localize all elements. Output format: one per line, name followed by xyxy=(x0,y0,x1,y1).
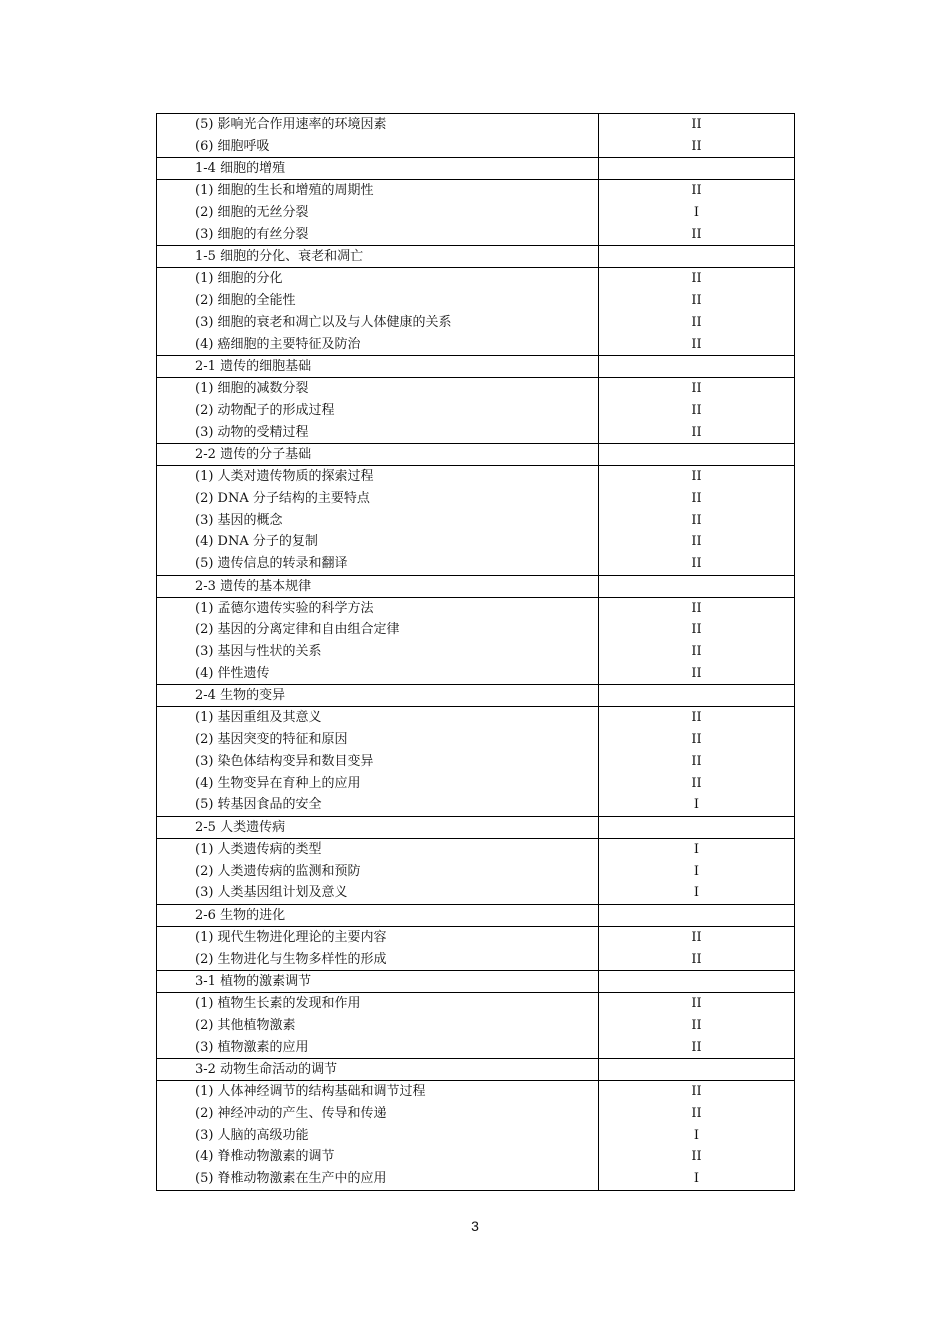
section-items-row xyxy=(157,114,795,158)
section-title: 3-2 动物生命活动的调节 xyxy=(195,1062,338,1078)
item-level: II xyxy=(691,753,702,769)
item-level: II xyxy=(691,469,702,485)
item-text: (1) 细胞的减数分裂 xyxy=(195,381,309,397)
section-heading-row xyxy=(157,246,795,268)
item-level-cell xyxy=(599,597,795,685)
item-level: II xyxy=(691,556,702,571)
section-title: 3-1 植物的激素调节 xyxy=(195,974,312,990)
section-title-cell xyxy=(157,246,599,268)
item-level-cell xyxy=(599,707,795,816)
section-title: 1-4 细胞的增殖 xyxy=(195,161,286,177)
item-level: II xyxy=(691,424,702,440)
item-level: II xyxy=(691,293,702,309)
section-level-cell xyxy=(599,1059,795,1081)
item-level-cell xyxy=(599,378,795,444)
item-level-cell xyxy=(599,180,795,246)
item-text: (1) 人类对遗传物质的探索过程 xyxy=(195,469,374,485)
item-level: II xyxy=(691,512,702,528)
item-level: II xyxy=(691,117,702,132)
section-level-cell xyxy=(599,685,795,707)
section-items-row xyxy=(157,466,795,575)
section-items-row xyxy=(157,707,795,816)
section-title: 2-2 遗传的分子基础 xyxy=(195,447,312,463)
item-level-cell xyxy=(599,993,795,1059)
item-level: II xyxy=(691,336,702,352)
item-level-cell xyxy=(599,114,795,158)
section-items-row xyxy=(157,993,795,1059)
item-text-cell xyxy=(157,838,599,904)
item-text: (2) DNA 分子结构的主要特点 xyxy=(195,490,370,506)
section-title-cell xyxy=(157,971,599,993)
item-level: II xyxy=(691,1106,702,1122)
section-items-row xyxy=(157,180,795,246)
item-level: II xyxy=(691,1018,702,1033)
section-items-row xyxy=(157,838,795,904)
section-heading-row xyxy=(157,158,795,180)
item-text: (2) 基因突变的特征和原因 xyxy=(195,732,348,748)
item-text: (2) 人类遗传病的监测和预防 xyxy=(195,863,361,879)
item-level: II xyxy=(691,665,702,681)
item-text: (3) 人脑的高级功能 xyxy=(195,1127,309,1143)
item-text: (2) 细胞的全能性 xyxy=(195,293,296,309)
section-items-row xyxy=(157,926,795,970)
item-text: (3) 细胞的有丝分裂 xyxy=(195,226,309,242)
item-level-cell xyxy=(599,466,795,575)
item-text: (3) 基因的概念 xyxy=(195,512,283,528)
item-text-cell xyxy=(157,466,599,575)
item-text: (4) DNA 分子的复制 xyxy=(195,534,318,550)
item-text-cell xyxy=(157,114,599,158)
item-text: (2) 细胞的无丝分裂 xyxy=(195,205,309,221)
item-text: (2) 动物配子的形成过程 xyxy=(195,402,335,418)
section-title: 1-5 细胞的分化、衰老和凋亡 xyxy=(195,249,364,265)
item-level: II xyxy=(691,314,702,330)
section-level-cell xyxy=(599,904,795,926)
item-text: (4) 伴性遗传 xyxy=(195,665,270,681)
item-text: (3) 基因与性状的关系 xyxy=(195,644,322,660)
item-level: II xyxy=(691,732,702,748)
item-level: II xyxy=(691,381,702,397)
item-level-cell xyxy=(599,926,795,970)
item-level: II xyxy=(691,183,702,199)
item-level: I xyxy=(693,1171,700,1187)
item-level: I xyxy=(693,205,700,221)
item-text-cell xyxy=(157,268,599,356)
section-title-cell xyxy=(157,816,599,838)
item-text-cell xyxy=(157,597,599,685)
item-level: II xyxy=(691,644,702,660)
section-items-row xyxy=(157,597,795,685)
section-level-cell xyxy=(599,444,795,466)
item-text: (5) 遗传信息的转录和翻译 xyxy=(195,556,348,571)
section-title: 2-4 生物的变异 xyxy=(195,688,286,704)
item-text: (1) 人体神经调节的结构基础和调节过程 xyxy=(195,1084,426,1100)
item-text: (1) 细胞的生长和增殖的周期性 xyxy=(195,183,374,199)
item-level: II xyxy=(691,996,702,1012)
section-title-cell xyxy=(157,1059,599,1081)
item-text: (2) 生物进化与生物多样性的形成 xyxy=(195,951,387,967)
section-title-cell xyxy=(157,356,599,378)
item-level: II xyxy=(691,1084,702,1100)
section-title-cell xyxy=(157,575,599,597)
section-heading-row xyxy=(157,816,795,838)
item-text: (1) 现代生物进化理论的主要内容 xyxy=(195,929,387,945)
item-text: (1) 基因重组及其意义 xyxy=(195,710,322,726)
section-level-cell xyxy=(599,971,795,993)
item-text: (4) 脊椎动物激素的调节 xyxy=(195,1149,335,1165)
item-text-cell xyxy=(157,926,599,970)
item-level: II xyxy=(691,138,702,154)
item-text: (1) 人类遗传病的类型 xyxy=(195,841,322,857)
item-text: (4) 生物变异在育种上的应用 xyxy=(195,775,361,791)
item-text: (5) 脊椎动物激素在生产中的应用 xyxy=(195,1171,387,1187)
section-title-cell xyxy=(157,158,599,180)
section-heading-row xyxy=(157,904,795,926)
item-text-cell xyxy=(157,180,599,246)
item-text: (2) 神经冲动的产生、传导和传递 xyxy=(195,1106,387,1122)
item-level-cell xyxy=(599,1081,795,1190)
item-text: (5) 转基因食品的安全 xyxy=(195,797,322,813)
section-heading-row xyxy=(157,444,795,466)
item-level: II xyxy=(691,951,702,967)
section-items-row xyxy=(157,268,795,356)
section-title-cell xyxy=(157,685,599,707)
item-level: II xyxy=(691,1039,702,1055)
item-level: I xyxy=(693,797,700,813)
item-level: II xyxy=(691,226,702,242)
section-heading-row xyxy=(157,575,795,597)
item-level: I xyxy=(693,863,700,879)
item-level-cell xyxy=(599,268,795,356)
item-text: (2) 其他植物激素 xyxy=(195,1018,296,1033)
item-level: II xyxy=(691,929,702,945)
section-title-cell xyxy=(157,904,599,926)
item-text-cell xyxy=(157,378,599,444)
section-title: 2-6 生物的进化 xyxy=(195,907,286,923)
section-title: 2-5 人类遗传病 xyxy=(195,819,286,835)
section-items-row xyxy=(157,378,795,444)
item-level-cell xyxy=(599,838,795,904)
item-text: (3) 植物激素的应用 xyxy=(195,1039,309,1055)
section-level-cell xyxy=(599,158,795,180)
item-text-cell xyxy=(157,707,599,816)
item-text: (3) 人类基因组计划及意义 xyxy=(195,885,348,901)
section-heading-row xyxy=(157,356,795,378)
section-items-row xyxy=(157,1081,795,1190)
section-level-cell xyxy=(599,816,795,838)
item-level: I xyxy=(693,885,700,901)
item-level: I xyxy=(693,841,700,857)
item-level: II xyxy=(691,622,702,638)
item-level: II xyxy=(691,490,702,506)
item-text-cell xyxy=(157,993,599,1059)
item-text: (1) 孟德尔遗传实验的科学方法 xyxy=(195,600,374,616)
section-title-cell xyxy=(157,444,599,466)
item-text: (1) 细胞的分化 xyxy=(195,271,283,287)
syllabus-table xyxy=(156,113,795,1191)
item-text: (5) 影响光合作用速率的环境因素 xyxy=(195,117,387,132)
item-text: (6) 细胞呼吸 xyxy=(195,138,270,154)
section-level-cell xyxy=(599,575,795,597)
item-level: II xyxy=(691,600,702,616)
item-text: (3) 细胞的衰老和凋亡以及与人体健康的关系 xyxy=(195,314,452,330)
item-text: (3) 动物的受精过程 xyxy=(195,424,309,440)
section-level-cell xyxy=(599,356,795,378)
item-level: II xyxy=(691,710,702,726)
item-level: II xyxy=(691,1149,702,1165)
item-text: (3) 染色体结构变异和数目变异 xyxy=(195,753,374,769)
section-title: 2-3 遗传的基本规律 xyxy=(195,578,312,594)
item-text: (4) 癌细胞的主要特征及防治 xyxy=(195,336,361,352)
item-level: I xyxy=(693,1127,700,1143)
section-heading-row xyxy=(157,685,795,707)
item-level: II xyxy=(691,402,702,418)
item-level: II xyxy=(691,775,702,791)
section-heading-row xyxy=(157,971,795,993)
item-level: II xyxy=(691,534,702,550)
page-number: 3 xyxy=(471,1218,479,1234)
item-text-cell xyxy=(157,1081,599,1190)
section-heading-row xyxy=(157,1059,795,1081)
section-title: 2-1 遗传的细胞基础 xyxy=(195,359,312,375)
section-level-cell xyxy=(599,246,795,268)
item-level: II xyxy=(691,271,702,287)
syllabus-table-body xyxy=(157,114,795,1191)
item-text: (2) 基因的分离定律和自由组合定律 xyxy=(195,622,400,638)
item-text: (1) 植物生长素的发现和作用 xyxy=(195,996,361,1012)
